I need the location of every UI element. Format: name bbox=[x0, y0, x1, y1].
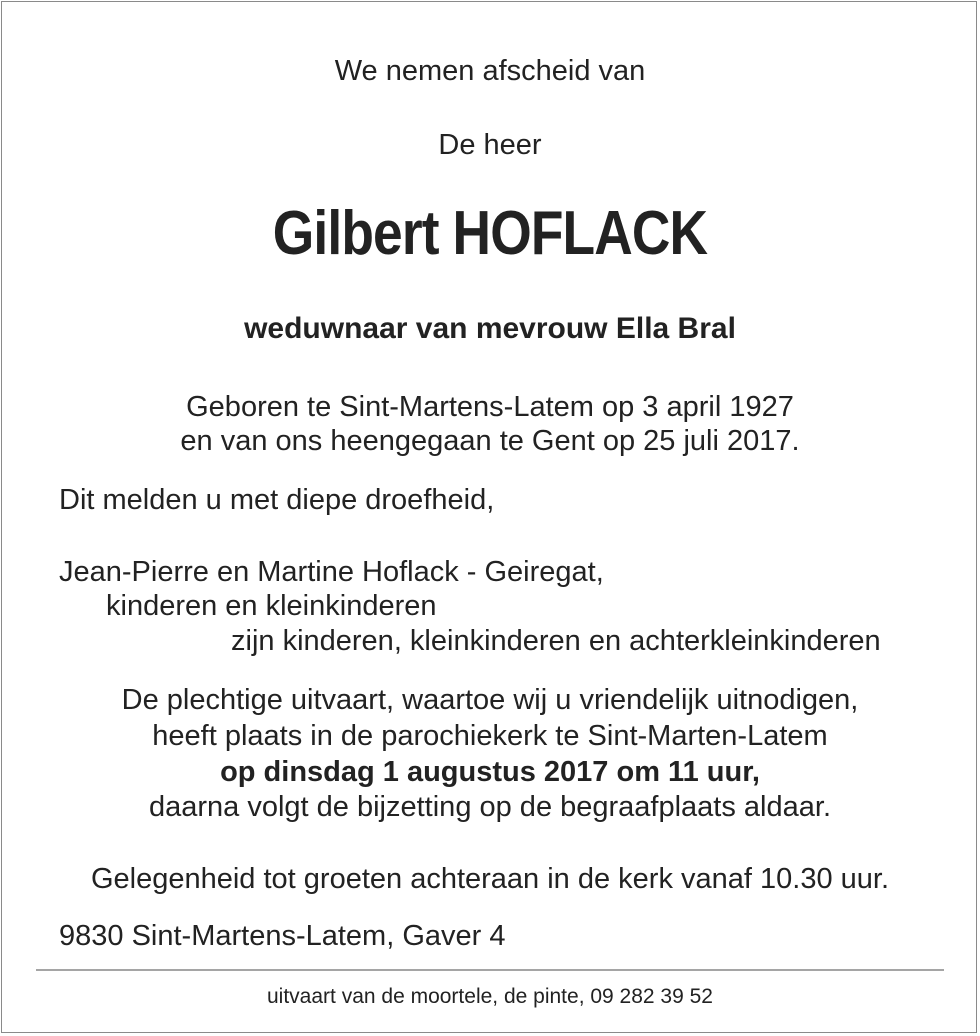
funeral-home-footer: uitvaart van de moortele, de pinte, 09 282 39 52 bbox=[267, 985, 713, 1008]
greeting-line: Gelegenheid tot groeten achteraan in de kerk vanaf 10.30 uur. bbox=[90, 863, 890, 895]
signatory-line: Jean-Pierre en Martine Hoflack - Geiregat, bbox=[59, 556, 604, 588]
funeral-invitation: De plechtige uitvaart, waartoe wij u vriendelijk uitnodigen, bbox=[121, 684, 859, 716]
honorific-title: De heer bbox=[438, 129, 542, 161]
burial-line: daarna volgt de bijzetting op de begraafplaats aldaar. bbox=[149, 791, 831, 823]
signatory-line: kinderen en kleinkinderen bbox=[106, 590, 437, 622]
intro-text: We nemen afscheid van bbox=[334, 55, 646, 87]
birth-line: Geboren te Sint-Martens-Latem op 3 april 1927 bbox=[186, 391, 794, 423]
deceased-name: Gilbert HOFLACK bbox=[272, 199, 708, 268]
announcement-text: Dit melden u met diepe droefheid, bbox=[59, 484, 495, 516]
death-line: en van ons heengegaan te Gent op 25 juli 2017. bbox=[180, 425, 800, 457]
family-address: 9830 Sint-Martens-Latem, Gaver 4 bbox=[59, 920, 506, 952]
funeral-location: heeft plaats in de parochiekerk te Sint-Marten-Latem bbox=[152, 720, 828, 752]
funeral-date: op dinsdag 1 augustus 2017 om 11 uur, bbox=[220, 756, 760, 788]
widower-line: weduwnaar van mevrouw Ella Bral bbox=[244, 312, 736, 345]
footer-divider bbox=[36, 969, 944, 971]
signatory-line: zijn kinderen, kleinkinderen en achterkleinkinderen bbox=[231, 625, 881, 657]
